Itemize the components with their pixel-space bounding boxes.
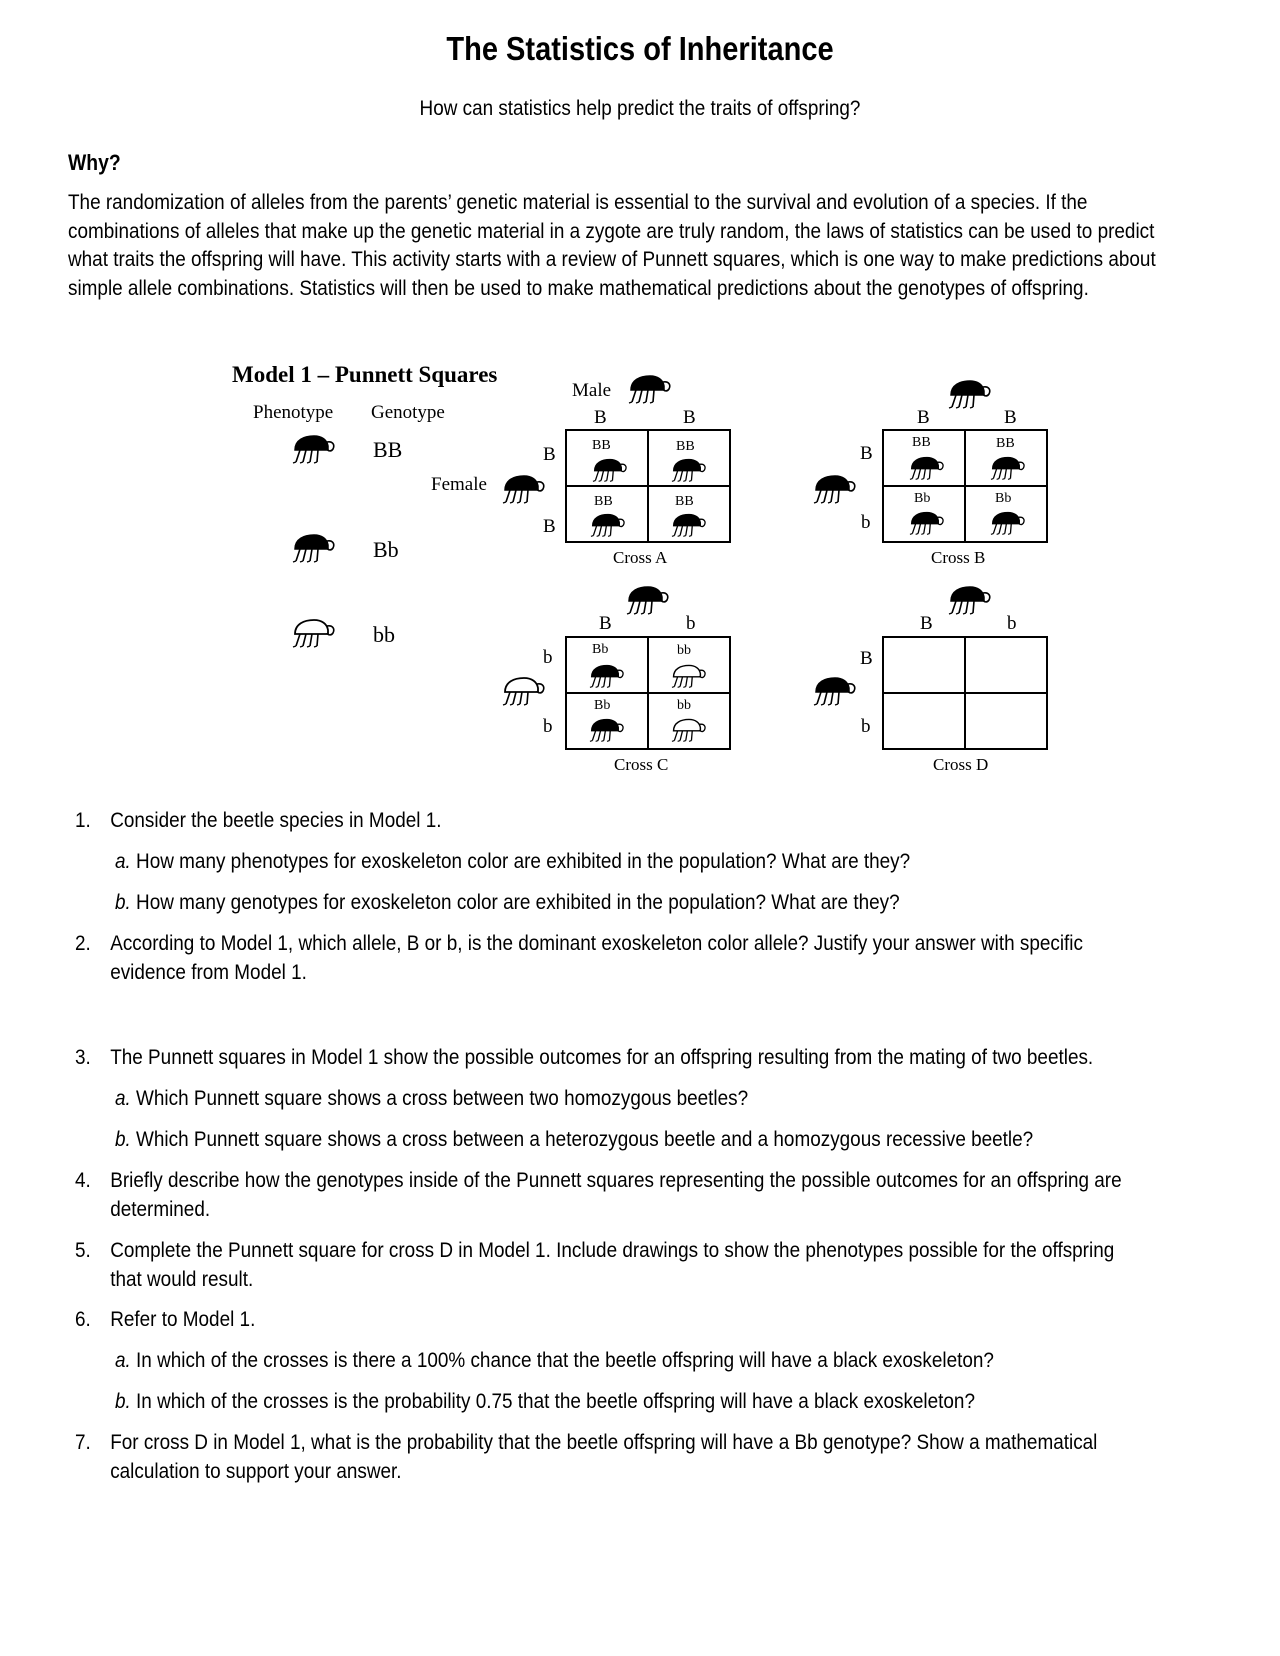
cross-b-punnett-square: [882, 429, 1048, 543]
cross-b-side-allele: B: [860, 443, 873, 464]
cross-d-punnett-square[interactable]: [882, 636, 1048, 750]
cross-c-side-allele: b: [543, 716, 553, 737]
cross-c-side-allele: b: [543, 647, 553, 668]
beetle-black-icon: [909, 510, 945, 536]
beetle-black-icon: [625, 584, 671, 616]
genotype-header: Genotype: [371, 402, 445, 423]
cross-b-cell: BB: [912, 435, 931, 450]
beetle-black-icon: [291, 433, 337, 465]
question-6b: b. In which of the crosses is the probability 0.75 that the beetle offspring will have a black exoskeleton?: [115, 1389, 975, 1413]
beetle-black-icon: [671, 457, 707, 483]
cross-b-top-allele: B: [1004, 407, 1017, 428]
beetle-black-icon: [947, 378, 993, 410]
beetle-black-icon: [590, 512, 626, 538]
cross-b-side-allele: b: [861, 512, 871, 533]
cross-c-cell: Bb: [594, 698, 611, 713]
cross-a-cell: BB: [594, 494, 613, 509]
male-label: Male: [572, 380, 612, 401]
cross-a-cell: BB: [592, 438, 611, 453]
cross-d-top-allele: B: [920, 613, 933, 634]
page-title: The Statistics of Inheritance: [446, 30, 834, 67]
cross-a-side-allele: B: [543, 516, 556, 537]
cross-a-cell: BB: [676, 439, 695, 454]
cross-c-top-allele: b: [686, 613, 696, 634]
cross-b-top-allele: B: [917, 407, 930, 428]
cross-b-label: Cross B: [931, 548, 986, 567]
cross-b-cell: Bb: [914, 491, 931, 506]
question-1a: a. How many phenotypes for exoskeleton color are exhibited in the population? What are they?: [115, 849, 911, 873]
beetle-black-icon: [589, 717, 625, 743]
cross-d-side-allele: b: [861, 716, 871, 737]
beetle-black-icon: [589, 663, 625, 689]
cross-c-punnett-square: [565, 636, 731, 750]
question-3b: b. Which Punnett square shows a cross between a heterozygous beetle and a homozygous recessive beetle?: [115, 1127, 1034, 1151]
cross-a-cell: BB: [675, 494, 694, 509]
key-genotype-bb-upper: BB: [373, 437, 403, 462]
beetle-black-icon: [671, 512, 707, 538]
question-1b: b. How many genotypes for exoskeleton color are exhibited in the population? What are they?: [115, 890, 900, 914]
beetle-black-icon: [592, 457, 628, 483]
beetle-black-icon: [990, 510, 1026, 536]
cross-b-cell: BB: [996, 436, 1015, 451]
beetle-black-icon: [291, 532, 337, 564]
beetle-black-icon: [812, 675, 858, 707]
why-heading: Why?: [68, 150, 121, 175]
key-genotype-bb-mixed: Bb: [373, 537, 399, 562]
question-3a: a. Which Punnett square shows a cross between two homozygous beetles?: [115, 1086, 749, 1110]
cross-c-cell: Bb: [592, 642, 609, 657]
phenotype-header: Phenotype: [253, 402, 334, 423]
cross-d-label: Cross D: [933, 755, 989, 774]
cross-a-top-allele: B: [683, 407, 696, 428]
beetle-white-icon: [291, 617, 337, 649]
beetle-black-icon: [947, 584, 993, 616]
cross-a-side-allele: B: [543, 444, 556, 465]
beetle-black-icon: [627, 373, 673, 405]
cross-b-cell: Bb: [995, 491, 1012, 506]
cross-d-top-allele: b: [1007, 613, 1017, 634]
cross-c-top-allele: B: [599, 613, 612, 634]
page-subtitle: How can statistics help predict the traits of offspring?: [419, 97, 861, 120]
beetle-white-icon: [671, 663, 707, 689]
beetle-white-icon: [671, 717, 707, 743]
cross-a-top-allele: B: [594, 407, 607, 428]
intro-paragraph: The randomization of alleles from the parents’ genetic material is essential to the survival and evolution of a species. If the combinations of alleles that make up the genetic material in a zygote are truly random, the laws of statistics can be used to predict what traits the offspring will have. This activity starts with a review of Punnett squares, which is one way to make predictions about simple allele combinations. Statistics will then be used to make mathematical predictions about the genotypes of offspring.: [68, 190, 1156, 300]
key-genotype-bb-lower: bb: [373, 622, 395, 647]
cross-c-cell: bb: [677, 643, 691, 658]
cross-a-label: Cross A: [613, 548, 668, 567]
cross-d-side-allele: B: [860, 648, 873, 669]
beetle-black-icon: [909, 455, 945, 481]
beetle-black-icon: [501, 473, 547, 505]
beetle-black-icon: [812, 473, 858, 505]
female-label: Female: [431, 474, 487, 495]
cross-c-cell: bb: [677, 698, 691, 713]
beetle-white-icon: [501, 675, 547, 707]
cross-c-label: Cross C: [614, 755, 669, 774]
model-title: Model 1 – Punnett Squares: [232, 362, 498, 387]
cross-a-punnett-square: [565, 429, 731, 543]
beetle-black-icon: [990, 455, 1026, 481]
question-6a: a. In which of the crosses is there a 100% chance that the beetle offspring will have a black exoskeleton?: [115, 1348, 994, 1372]
